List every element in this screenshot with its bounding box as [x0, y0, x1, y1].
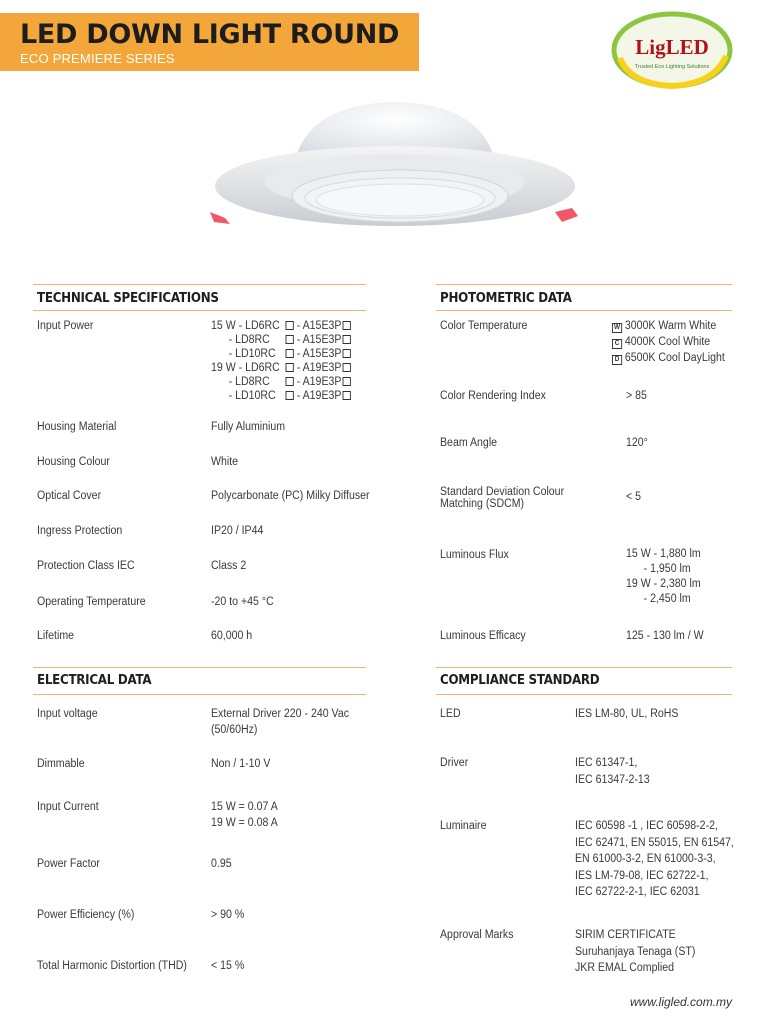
checkbox [286, 363, 294, 372]
spec-value: Polycarbonate (PC) Milky Diffuser [211, 490, 370, 502]
color-temperature-option [612, 334, 710, 350]
compliance-value: SIRIM CERTIFICATE [575, 929, 676, 941]
section-rule [33, 667, 366, 668]
compliance-value: IEC 62471, EN 55015, EN 61547, [575, 836, 734, 849]
photometric-data-title: PHOTOMETRIC DATA [440, 290, 572, 306]
color-code-badge: C [612, 339, 622, 349]
electrical-label: Input Current [37, 801, 99, 813]
electrical-label: Power Efficiency (%) [37, 909, 135, 921]
photometric-value: > 85 [626, 390, 647, 402]
checkbox [342, 377, 350, 386]
spec-label: Housing Material [37, 421, 117, 433]
compliance-value: IES LM-80, UL, RoHS [575, 708, 679, 720]
electrical-value: < 15 % [211, 960, 245, 972]
page-subtitle: ECO PREMIERE SERIES [20, 51, 175, 66]
electrical-value: 19 W = 0.08 A [211, 817, 278, 829]
photometric-value: < 5 [626, 491, 642, 503]
accessory-code: - A19E3P [293, 362, 342, 374]
compliance-value: IEC 62722-2-1, IEC 62031 [575, 886, 700, 898]
photometric-label: Luminous Efficacy [440, 630, 526, 642]
compliance-standard-title: COMPLIANCE STANDARD [440, 672, 600, 688]
spec-value: -20 to +45 °C [211, 596, 274, 608]
photometric-value: 19 W - 2,380 lm [626, 578, 701, 590]
electrical-value: (50/60Hz) [211, 724, 258, 736]
ligled-logo [610, 10, 734, 90]
checkbox [286, 321, 294, 330]
model-code: - LD8RC [211, 334, 270, 346]
technical-specifications-title: TECHNICAL SPECIFICATIONS [37, 290, 219, 306]
section-rule [436, 694, 732, 695]
checkbox [286, 335, 294, 344]
spec-value: Class 2 [211, 560, 247, 572]
accessory-code: - A15E3P [293, 320, 342, 332]
photometric-value: 15 W - 1,880 lm [626, 548, 701, 560]
compliance-value: IES LM-79-08, IEC 62722-1, [575, 869, 709, 882]
spec-label: Ingress Protection [37, 525, 123, 537]
logo-text: LigLED [635, 35, 709, 59]
section-rule [33, 694, 366, 695]
compliance-label: LED [440, 708, 461, 720]
accessory-code: - A19E3P [293, 390, 342, 402]
color-code-badge: D [612, 355, 622, 365]
spec-value: Fully Aluminium [211, 421, 286, 433]
spec-label: Optical Cover [37, 490, 102, 502]
logo-tagline: Trusted Eco Lighting Solutions [634, 64, 710, 70]
website-url: www.ligled.com.my [630, 995, 733, 1009]
model-code: - LD8RC [211, 376, 270, 388]
section-rule [436, 310, 732, 311]
compliance-label: Luminaire [440, 820, 487, 832]
input-power-line [211, 388, 351, 404]
color-temperature-option [612, 350, 725, 366]
electrical-label: Power Factor [37, 858, 100, 870]
color-temperature-option [612, 318, 716, 334]
compliance-value: IEC 60598 -1 , IEC 60598-2-2, [575, 820, 718, 832]
spec-value: White [211, 456, 239, 468]
checkbox [342, 391, 350, 400]
spec-label: Housing Colour [37, 456, 110, 468]
checkbox [286, 377, 294, 386]
electrical-label: Total Harmonic Distortion (THD) [37, 960, 187, 972]
electrical-data-title: ELECTRICAL DATA [37, 672, 152, 688]
checkbox [286, 391, 294, 400]
electrical-label: Dimmable [37, 758, 85, 770]
spec-value: 60,000 h [211, 630, 253, 642]
input-power-label: Input Power [37, 320, 94, 332]
color-temperature-text: 3000K Warm White [624, 320, 717, 332]
electrical-value: 0.95 [211, 858, 232, 870]
accessory-code: - A19E3P [293, 376, 342, 388]
spec-value: IP20 / IP44 [211, 525, 264, 537]
compliance-value: IEC 61347-2-13 [575, 773, 650, 786]
section-rule [436, 284, 732, 285]
photometric-value: - 2,450 lm [626, 593, 691, 605]
checkbox [342, 363, 350, 372]
photometric-value: - 1,950 lm [626, 563, 691, 575]
compliance-value: EN 61000-3-2, EN 61000-3-3, [575, 853, 716, 865]
product-image [200, 100, 590, 240]
checkbox [342, 321, 350, 330]
color-temperature-label: Color Temperature [440, 320, 528, 332]
electrical-value: Non / 1-10 V [211, 758, 271, 770]
photometric-value: 120° [626, 437, 648, 449]
photometric-value: 125 - 130 lm / W [626, 630, 704, 642]
model-code: 15 W - LD6RC [211, 320, 280, 332]
model-code: 19 W - LD6RC [211, 362, 280, 374]
spec-label: Operating Temperature [37, 596, 146, 608]
section-rule [436, 667, 732, 668]
electrical-label: Input voltage [37, 708, 98, 720]
color-temperature-text: 4000K Cool White [624, 336, 711, 348]
accessory-code: - A15E3P [293, 348, 342, 360]
page-title: LED DOWN LIGHT ROUND [20, 19, 400, 50]
compliance-label: Approval Marks [440, 929, 514, 941]
photometric-label: Color Rendering Index [440, 390, 546, 402]
accessory-code: - A15E3P [293, 334, 342, 346]
color-temperature-text: 6500K Cool DayLight [624, 352, 725, 364]
electrical-value: > 90 % [211, 909, 245, 921]
model-code: - LD10RC [211, 390, 276, 402]
spec-label: Protection Class IEC [37, 560, 135, 572]
checkbox [342, 349, 350, 358]
checkbox [342, 335, 350, 344]
section-rule [33, 310, 366, 311]
section-rule [33, 284, 366, 285]
compliance-value: JKR EMAL Complied [575, 962, 674, 974]
photometric-label: Beam Angle [440, 437, 498, 449]
photometric-label: Matching (SDCM) [440, 498, 525, 510]
electrical-value: 15 W = 0.07 A [211, 801, 278, 813]
header-banner [0, 13, 419, 71]
electrical-value: External Driver 220 - 240 Vac [211, 708, 349, 720]
spec-label: Lifetime [37, 630, 75, 642]
photometric-label: Standard Deviation Colour [440, 486, 565, 498]
model-code: - LD10RC [211, 348, 276, 360]
color-code-badge: W [612, 323, 622, 333]
compliance-value: Suruhanjaya Tenaga (ST) [575, 945, 696, 958]
photometric-label: Luminous Flux [440, 549, 509, 561]
compliance-label: Driver [440, 757, 469, 769]
compliance-value: IEC 61347-1, [575, 757, 638, 769]
checkbox [286, 349, 294, 358]
